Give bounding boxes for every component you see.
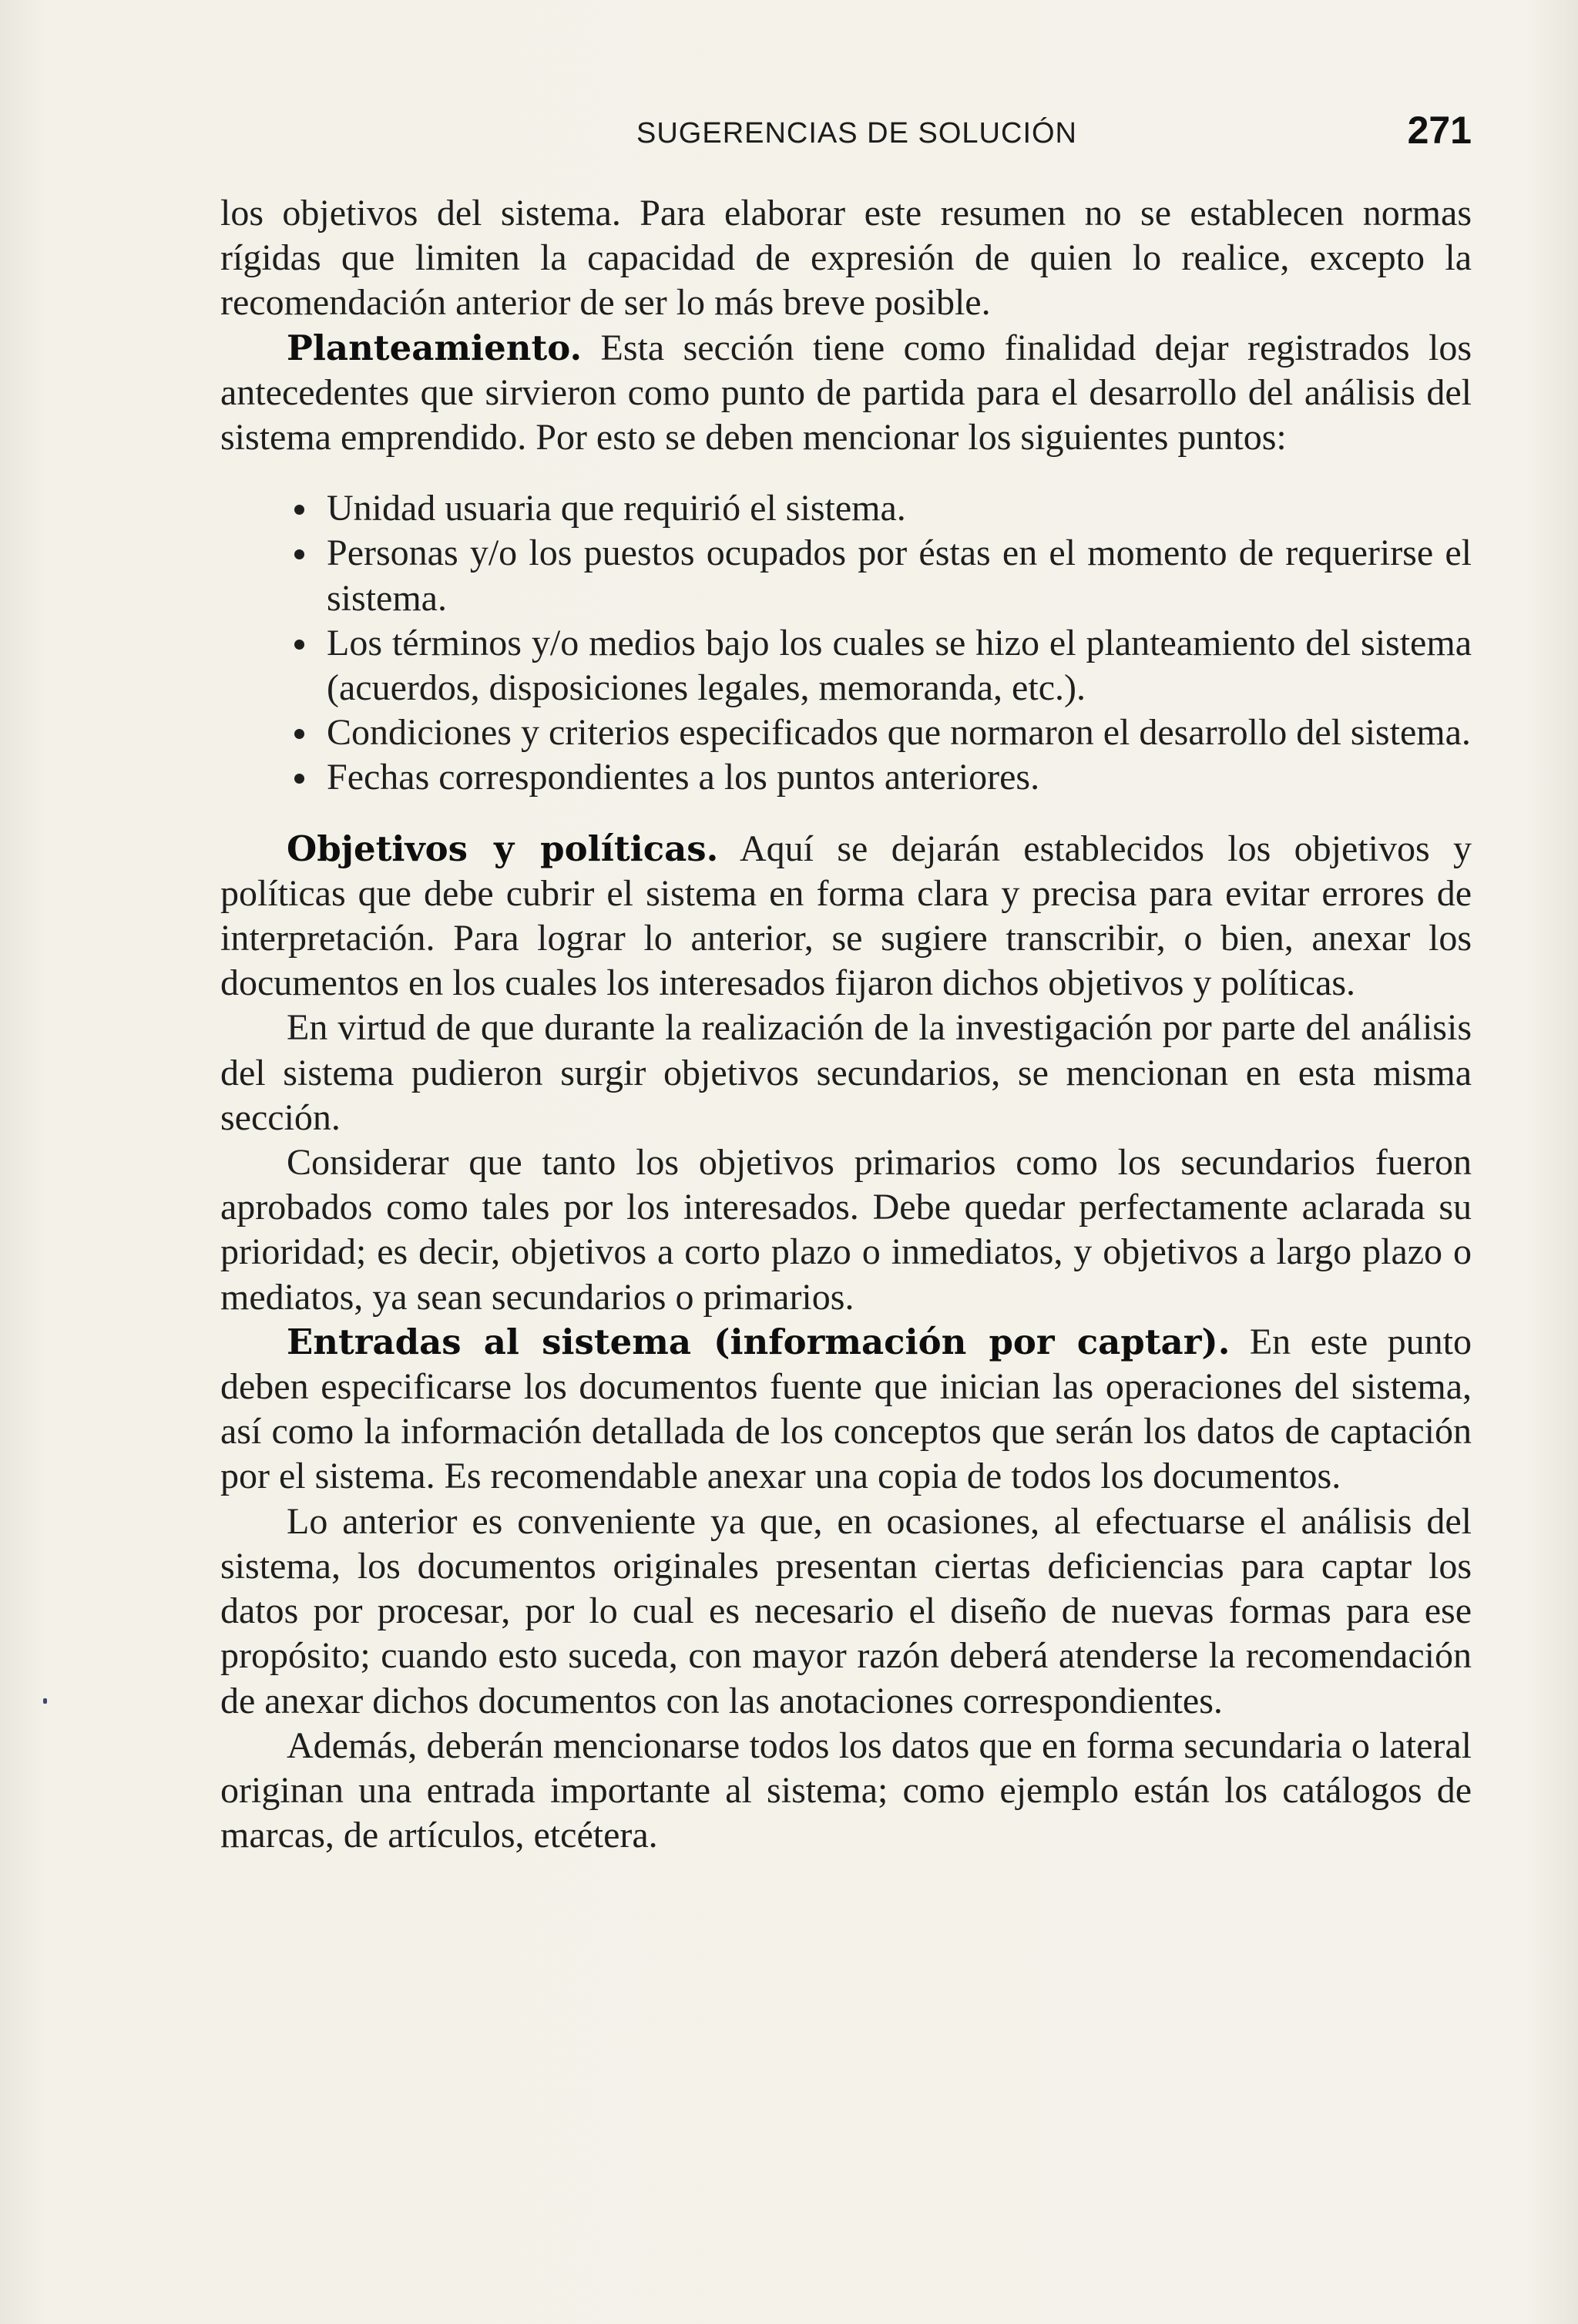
entradas-paragraph-3: Además, deberán mencionarse todos los datos que en forma secundaria o lateral originan una entrada importante al sistema; como ejemplo están los catálogos de marcas, de artículos, etcétera. — [220, 1725, 1472, 1856]
planteamiento-heading: Planteamiento. — [287, 327, 583, 368]
intro-paragraph: los objetivos del sistema. Para elaborar este resumen no se establecen normas rígidas que limiten la capacidad de expresión de quien lo realice, excepto la recomendación anterior de ser lo más breve posible. — [220, 193, 1472, 324]
planteamiento-paragraph — [220, 326, 1472, 461]
page-header — [220, 108, 1472, 154]
objetivos-heading: Objetivos y políticas. — [287, 828, 719, 869]
objetivos-text: Aquí se dejarán establecidos los objetivos y políticas que debe cubrir el sistema en forma clara y precisa para evitar errores de interpretación. Para lograr lo anterior, se sugiere transcribir, o bien, anexar los documentos en los cuales los interesados fijaron dichos objetivos y políticas. — [220, 828, 1472, 1004]
list-item: Personas y/o los puestos ocupados por éstas en el momento de requerirse el sistema. — [327, 531, 1472, 620]
page-number: 271 — [1407, 109, 1472, 152]
list-item: Fechas correspondientes a los puntos anteriores. — [327, 755, 1472, 800]
objetivos-paragraph — [220, 827, 1472, 1006]
entradas-paragraph — [220, 1320, 1472, 1500]
list-item: Los términos y/o medios bajo los cuales se hizo el planteamiento del sistema (acuerdos, disposiciones legales, memoranda, etc.). — [327, 621, 1472, 710]
body-text — [220, 191, 1472, 1858]
list-item: Unidad usuaria que requirió el sistema. — [327, 486, 1472, 531]
ink-speck — [43, 1698, 47, 1704]
entradas-heading: Entradas al sistema (información por captar). — [287, 1321, 1231, 1362]
objetivos-paragraph-2: En virtud de que durante la realización de la investigación por parte del análisis del sistema pudieron surgir objetivos secundarios, se mencionan en esta misma sección. — [220, 1007, 1472, 1138]
planteamiento-bullet-list — [220, 486, 1472, 800]
objetivos-paragraph-3: Considerar que tanto los objetivos primarios como los secundarios fueron aprobados como tales por los interesados. Debe quedar perfectamente aclarada su prioridad; es decir, objetivos a corto plazo o inmediatos, y objetivos a largo plazo o mediatos, ya sean secundarios o primarios. — [220, 1142, 1472, 1318]
list-item: Condiciones y criterios especificados que normaron el desarrollo del sistema. — [327, 710, 1472, 755]
planteamiento-text: Esta sección tiene como finalidad dejar registrados los antecedentes que sirvieron como punto de partida para el desarrollo del análisis del sistema emprendido. Por esto se deben mencionar los siguientes puntos: — [220, 327, 1472, 458]
entradas-text: En este punto deben especificarse los documentos fuente que inician las operaciones del sistema, así como la información detallada de los conceptos que serán los datos de captación por el sistema. Es recomendable anexar una copia de todos los documentos. — [220, 1321, 1472, 1497]
entradas-paragraph-2: Lo anterior es conveniente ya que, en ocasiones, al efectuarse el análisis del sistema, los documentos originales presentan ciertas deficiencias para captar los datos por procesar, por lo cual es necesario el diseño de nuevas formas para ese propósito; cuando esto suceda, con mayor razón deberá atenderse la recomendación de anexar dichos documentos con las anotaciones correspondientes. — [220, 1500, 1472, 1721]
running-head: SUGERENCIAS DE SOLUCIÓN — [636, 117, 1077, 149]
